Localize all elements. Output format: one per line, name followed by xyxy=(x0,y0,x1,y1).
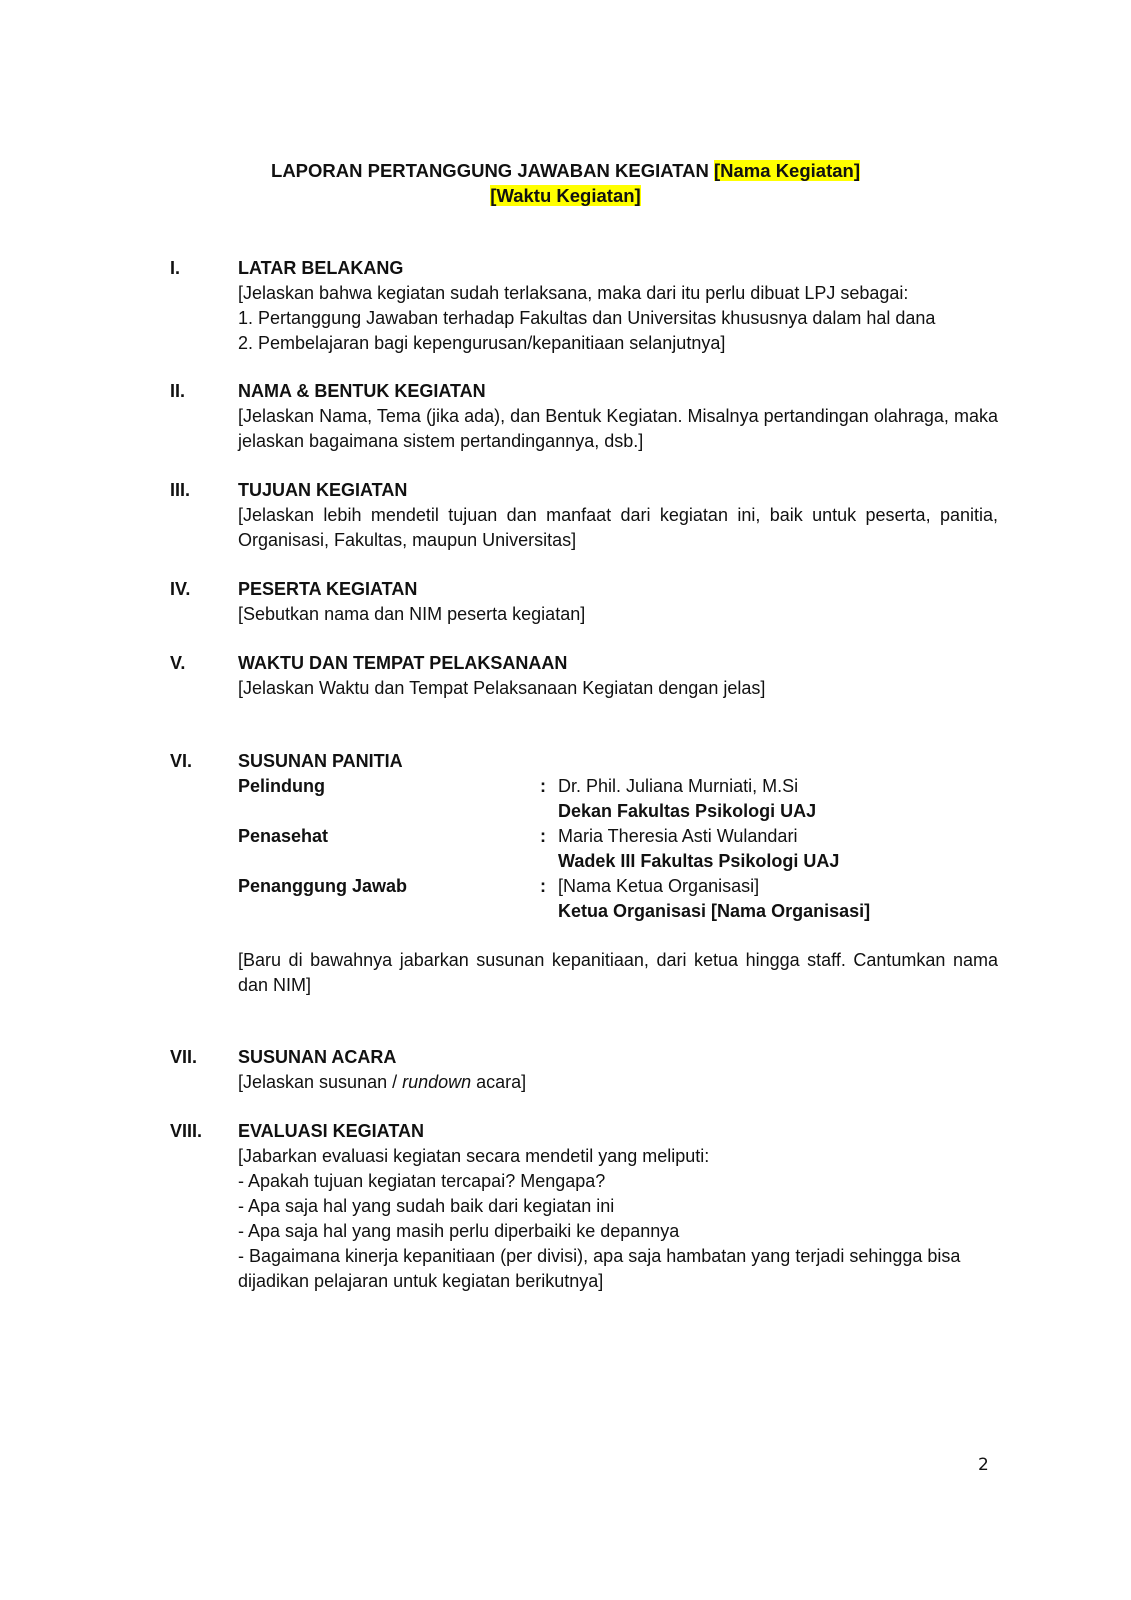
title-highlight-waktu-kegiatan: [Waktu Kegiatan] xyxy=(490,185,641,206)
section-title: TUJUAN KEGIATAN xyxy=(238,480,408,500)
section-title: LATAR BELAKANG xyxy=(238,258,404,278)
section-text xyxy=(238,1070,998,1095)
section-title: EVALUASI KEGIATAN xyxy=(238,1121,425,1141)
section-line: - Bagaimana kinerja kepanitiaan (per divisi), apa saja hambatan yang terjadi sehingga bisa dijadikan pelajaran untuk kegiatan berikutnya] xyxy=(238,1246,961,1291)
section-title: SUSUNAN ACARA xyxy=(238,1047,397,1067)
panitia-note: [Baru di bawahnya jabarkan susunan kepanitiaan, dari ketua hingga staff. Cantumkan nama dan NIM] xyxy=(238,950,998,995)
section-title: SUSUNAN PANITIA xyxy=(238,751,403,771)
section-line: 2. Pembelajaran bagi kepengurusan/kepanitiaan selanjutnya] xyxy=(238,333,726,353)
panitia-role-label: Penanggung Jawab xyxy=(238,876,408,896)
title-highlight-nama-kegiatan: [Nama Kegiatan] xyxy=(714,160,860,181)
section-text: [Jelaskan Nama, Tema (jika ada), dan Bentuk Kegiatan. Misalnya pertandingan olahraga, maka jelaskan bagaimana sistem pertandingannya, dsb.] xyxy=(238,406,998,451)
title-line-2 xyxy=(0,183,1131,208)
panitia-person-name: [Nama Ketua Organisasi] xyxy=(558,876,760,896)
section-title: WAKTU DAN TEMPAT PELAKSANAAN xyxy=(238,653,568,673)
section-line: [Jabarkan evaluasi kegiatan secara mendetil yang meliputi: xyxy=(238,1146,710,1166)
panitia-role-label: Pelindung xyxy=(238,776,325,796)
panitia-person-name: Maria Theresia Asti Wulandari xyxy=(558,826,798,846)
panitia-row-penanggung-jawab xyxy=(238,874,998,899)
section-number: II. xyxy=(170,381,186,401)
panitia-colon: : xyxy=(540,776,546,796)
panitia-role-label: Penasehat xyxy=(238,826,329,846)
section-line: - Apa saja hal yang sudah baik dari kegiatan ini xyxy=(238,1196,615,1216)
panitia-colon: : xyxy=(540,826,546,846)
section-line: [Jelaskan bahwa kegiatan sudah terlaksana, maka dari itu perlu dibuat LPJ sebagai: xyxy=(238,283,909,303)
section-text: [Jelaskan Waktu dan Tempat Pelaksanaan Kegiatan dengan jelas] xyxy=(238,678,766,698)
panitia-person-position: Dekan Fakultas Psikologi UAJ xyxy=(558,801,817,821)
section-text: [Jelaskan lebih mendetil tujuan dan manfaat dari kegiatan ini, baik untuk peserta, panitia, Organisasi, Fakultas, maupun Universitas] xyxy=(238,505,998,550)
section-number: V. xyxy=(170,653,186,673)
section-number: VII. xyxy=(170,1047,198,1067)
panitia-person-position: Ketua Organisasi [Nama Organisasi] xyxy=(558,901,871,921)
section-number: I. xyxy=(170,258,181,278)
section-line: 1. Pertanggung Jawaban terhadap Fakultas dan Universitas khususnya dalam hal dana xyxy=(238,308,936,328)
section-number: III. xyxy=(170,480,191,500)
title-prefix: LAPORAN PERTANGGUNG JAWABAN KEGIATAN xyxy=(271,160,714,181)
page-number: 2 xyxy=(978,1455,989,1475)
panitia-person-name: Dr. Phil. Juliana Murniati, M.Si xyxy=(558,776,799,796)
acara-text-after: acara] xyxy=(471,1072,527,1092)
panitia-colon: : xyxy=(540,876,546,896)
section-number: IV. xyxy=(170,579,191,599)
acara-text-italic: rundown xyxy=(402,1072,472,1092)
section-number: VI. xyxy=(170,751,193,771)
panitia-person-position: Wadek III Fakultas Psikologi UAJ xyxy=(558,851,840,871)
section-text: [Sebutkan nama dan NIM peserta kegiatan] xyxy=(238,604,586,624)
panitia-row-pelindung xyxy=(238,774,998,799)
section-line: - Apa saja hal yang masih perlu diperbaiki ke depannya xyxy=(238,1221,680,1241)
document-title xyxy=(0,158,1131,208)
panitia-row-penasehat xyxy=(238,824,998,849)
section-line: - Apakah tujuan kegiatan tercapai? Mengapa? xyxy=(238,1171,606,1191)
title-line-1 xyxy=(0,158,1131,183)
section-title: PESERTA KEGIATAN xyxy=(238,579,418,599)
section-title: NAMA & BENTUK KEGIATAN xyxy=(238,381,486,401)
section-number: VIII. xyxy=(170,1121,203,1141)
acara-text-before: [Jelaskan susunan / xyxy=(238,1072,403,1092)
